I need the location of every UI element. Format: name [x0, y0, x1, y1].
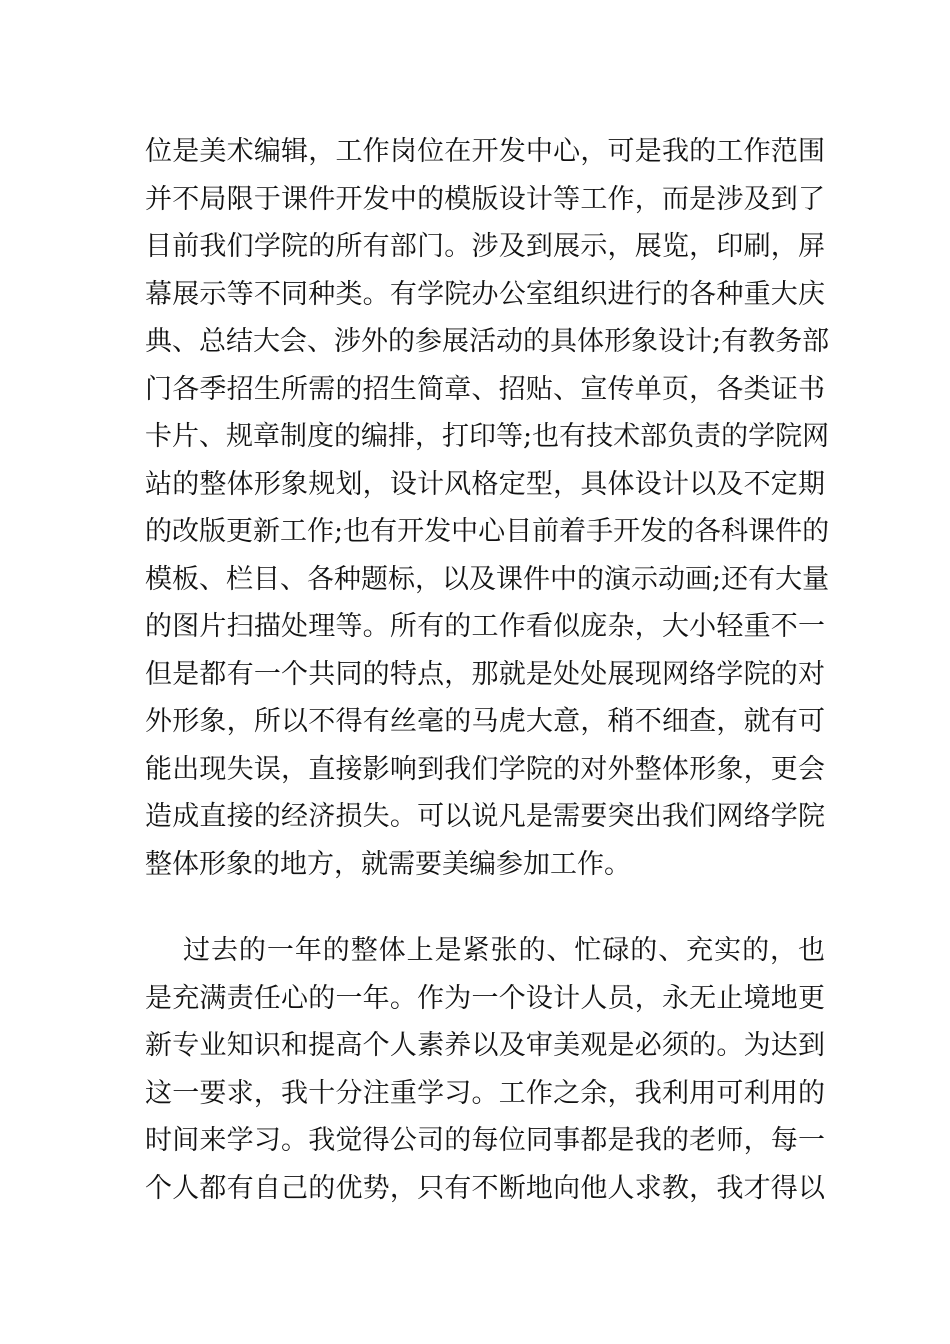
- paragraph-line: 站的整体形象规划，设计风格定型，具体设计以及不定期: [145, 468, 825, 500]
- paragraph-line: 个人都有自己的优势，只有不断地向他人求教，我才得以: [145, 1172, 825, 1204]
- paragraph-line: 的图片扫描处理等。所有的工作看似庞杂，大小轻重不一: [145, 611, 825, 642]
- paragraph-line: 时间来学习。我觉得公司的每位同事都是我的老师，每一: [145, 1125, 825, 1156]
- paragraph-line: 的改版更新工作;也有开发中心目前着手开发的各科课件的: [145, 516, 830, 547]
- paragraph-line: 并不局限于课件开发中的模版设计等工作，而是涉及到了: [145, 183, 825, 215]
- paragraph-line: 能出现失误，直接影响到我们学院的对外整体形象，更会: [145, 753, 825, 785]
- paragraph-1: [145, 128, 830, 888]
- paragraph-line: 过去的一年的整体上是紧张的、忙碌的、充实的，也: [183, 935, 825, 966]
- paragraph-line: 整体形象的地方，就需要美编参加工作。: [145, 848, 631, 880]
- paragraph-line: 卡片、规章制度的编排，打印等;也有技术部负责的学院网: [145, 421, 830, 452]
- paragraph-line: 门各季招生所需的招生简章、招贴、宣传单页，各类证书: [145, 373, 825, 405]
- paragraph-line: 新专业知识和提高个人素养以及审美观是必须的。为达到: [145, 1030, 825, 1061]
- paragraph-2: [145, 927, 825, 1212]
- paragraph-line: 是充满责任心的一年。作为一个设计人员，永无止境地更: [145, 982, 825, 1014]
- paragraph-line: 典、总结大会、涉外的参展活动的具体形象设计;有教务部: [145, 326, 830, 357]
- paragraph-line: 目前我们学院的所有部门。涉及到展示，展览，印刷，屏: [145, 231, 825, 262]
- paragraph-line: 造成直接的经济损失。可以说凡是需要突出我们网络学院: [145, 801, 825, 832]
- paragraph-line: 位是美术编辑，工作岗位在开发中心，可是我的工作范围: [145, 136, 825, 167]
- paragraph-line: 外形象，所以不得有丝毫的马虎大意，稍不细查，就有可: [145, 706, 825, 737]
- paragraph-line: 幕展示等不同种类。有学院办公室组织进行的各种重大庆: [145, 278, 825, 310]
- paragraph-line: 但是都有一个共同的特点，那就是处处展现网络学院的对: [145, 658, 825, 690]
- paragraph-line: 这一要求，我十分注重学习。工作之余，我利用可利用的: [145, 1077, 825, 1109]
- paragraph-line: 模板、栏目、各种题标，以及课件中的演示动画;还有大量: [145, 563, 830, 595]
